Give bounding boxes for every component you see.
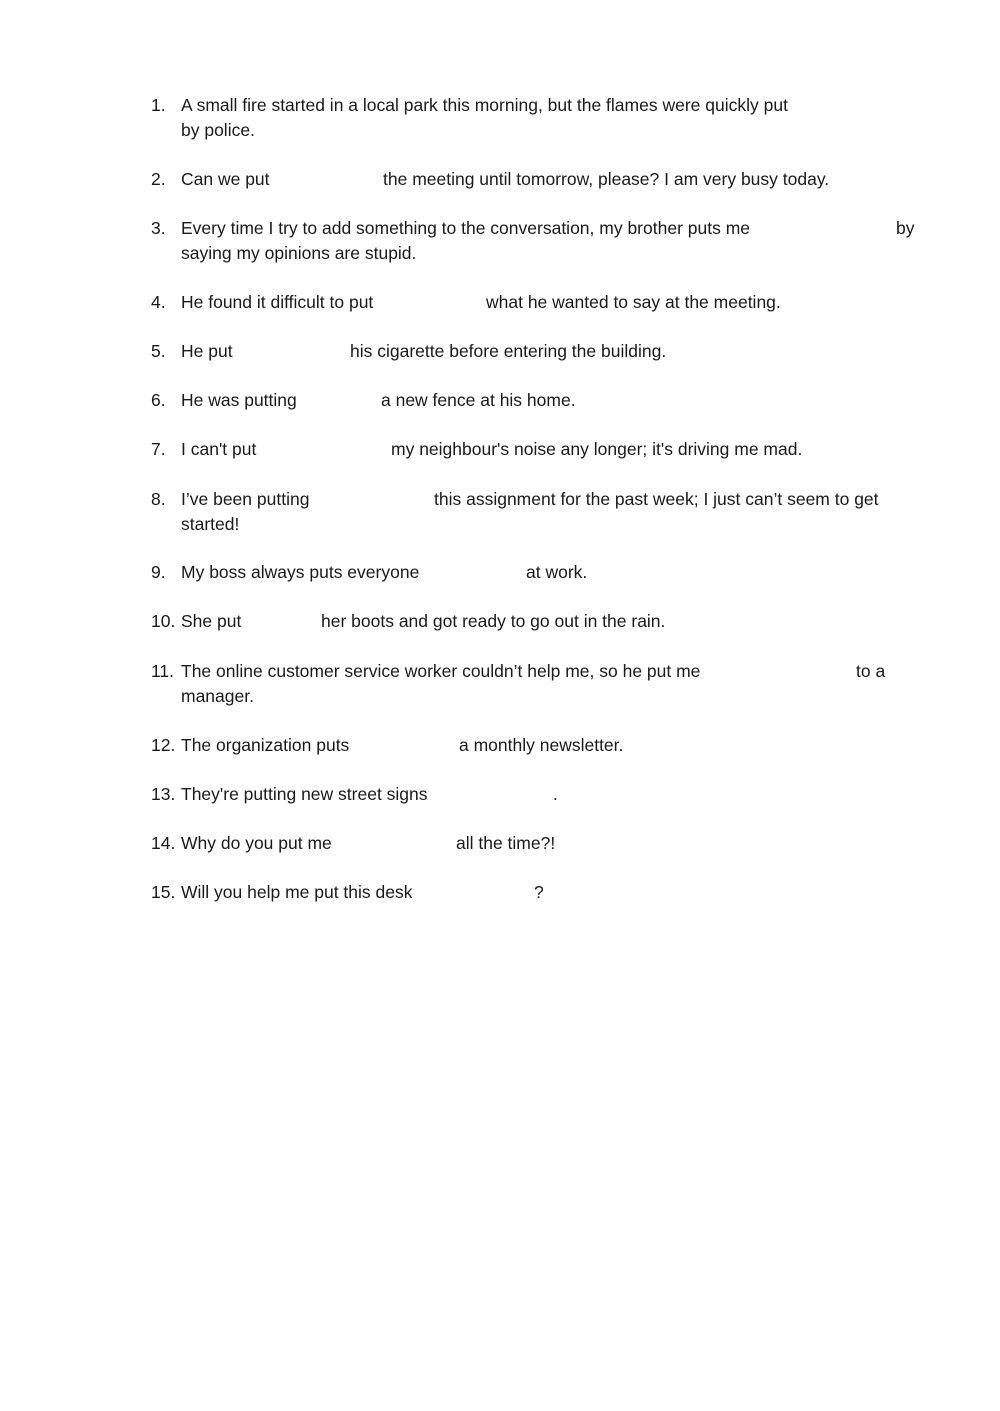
sentence-text-after-blank: a new fence at his home. (381, 390, 576, 410)
sentence-text-before-blank: They're putting new street signs (181, 784, 428, 804)
sentence-text-before-blank: Will you help me put this desk (181, 882, 413, 902)
sentence-number: 3. (151, 218, 166, 238)
sentence-text-after-blank: at work. (526, 562, 588, 582)
sentence-text-before-blank: The online customer service worker couldn’t help me, so he put me (181, 661, 701, 681)
sentence-text-after-blank: all the time?! (456, 833, 556, 853)
sentence-text-before-blank: She put (181, 611, 242, 631)
sentence-text-before-blank: I can't put (181, 439, 257, 459)
sentence-text-after-blank: to a (856, 661, 886, 681)
sentence-number: 12. (151, 735, 176, 755)
sentence-text-after-blank: his cigarette before entering the building. (350, 341, 667, 361)
sentence-text-before-blank: My boss always puts everyone (181, 562, 420, 582)
sentence-number: 4. (151, 292, 166, 312)
sentence-text-after-blank: the meeting until tomorrow, please? I am very busy today. (383, 169, 830, 189)
sentence-text-after-blank: . (553, 784, 558, 804)
sentence-number: 15. (151, 882, 176, 902)
sentence-text-before-blank: I’ve been putting (181, 489, 310, 509)
sentence-number: 11. (151, 661, 175, 681)
sentence-text-before-blank: He put (181, 341, 233, 361)
sentence-text-after-blank: her boots and got ready to go out in the rain. (321, 611, 666, 631)
sentence-number: 5. (151, 341, 166, 361)
sentence-number: 1. (151, 95, 166, 115)
sentence-text-continued: started! (181, 514, 240, 534)
sentence-number: 7. (151, 439, 166, 459)
sentence-text-after-blank: by (896, 218, 915, 238)
sentence-number: 2. (151, 169, 166, 189)
sentence-text-after-blank: what he wanted to say at the meeting. (486, 292, 781, 312)
sentence-text-after-blank: ? (534, 882, 544, 902)
sentence-text-before-blank: The organization puts (181, 735, 350, 755)
sentence-text-after-blank: this assignment for the past week; I just can’t seem to get (434, 489, 879, 509)
sentence-text-before-blank: Every time I try to add something to the conversation, my brother puts me (181, 218, 751, 238)
sentence-number: 14. (151, 833, 176, 853)
sentence-text-continued: manager. (181, 686, 254, 706)
sentence-number: 6. (151, 390, 166, 410)
sentence-text-continued: saying my opinions are stupid. (181, 243, 417, 263)
sentence-text-before-blank: He was putting (181, 390, 297, 410)
sentence-text: A small fire started in a local park this morning, but the flames were quickly put (181, 95, 788, 115)
sentence-number: 9. (151, 562, 166, 582)
sentence-number: 10. (151, 611, 176, 631)
sentence-number: 13. (151, 784, 176, 804)
sentence-text-continued: by police. (181, 120, 255, 140)
sentence-number: 8. (151, 489, 166, 509)
sentence-text-before-blank: He found it difficult to put (181, 292, 374, 312)
sentence-text-after-blank: my neighbour's noise any longer; it's driving me mad. (391, 439, 803, 459)
sentence-text-after-blank: a monthly newsletter. (459, 735, 624, 755)
sentence-text-before-blank: Why do you put me (181, 833, 332, 853)
sentence-text-before-blank: Can we put (181, 169, 270, 189)
